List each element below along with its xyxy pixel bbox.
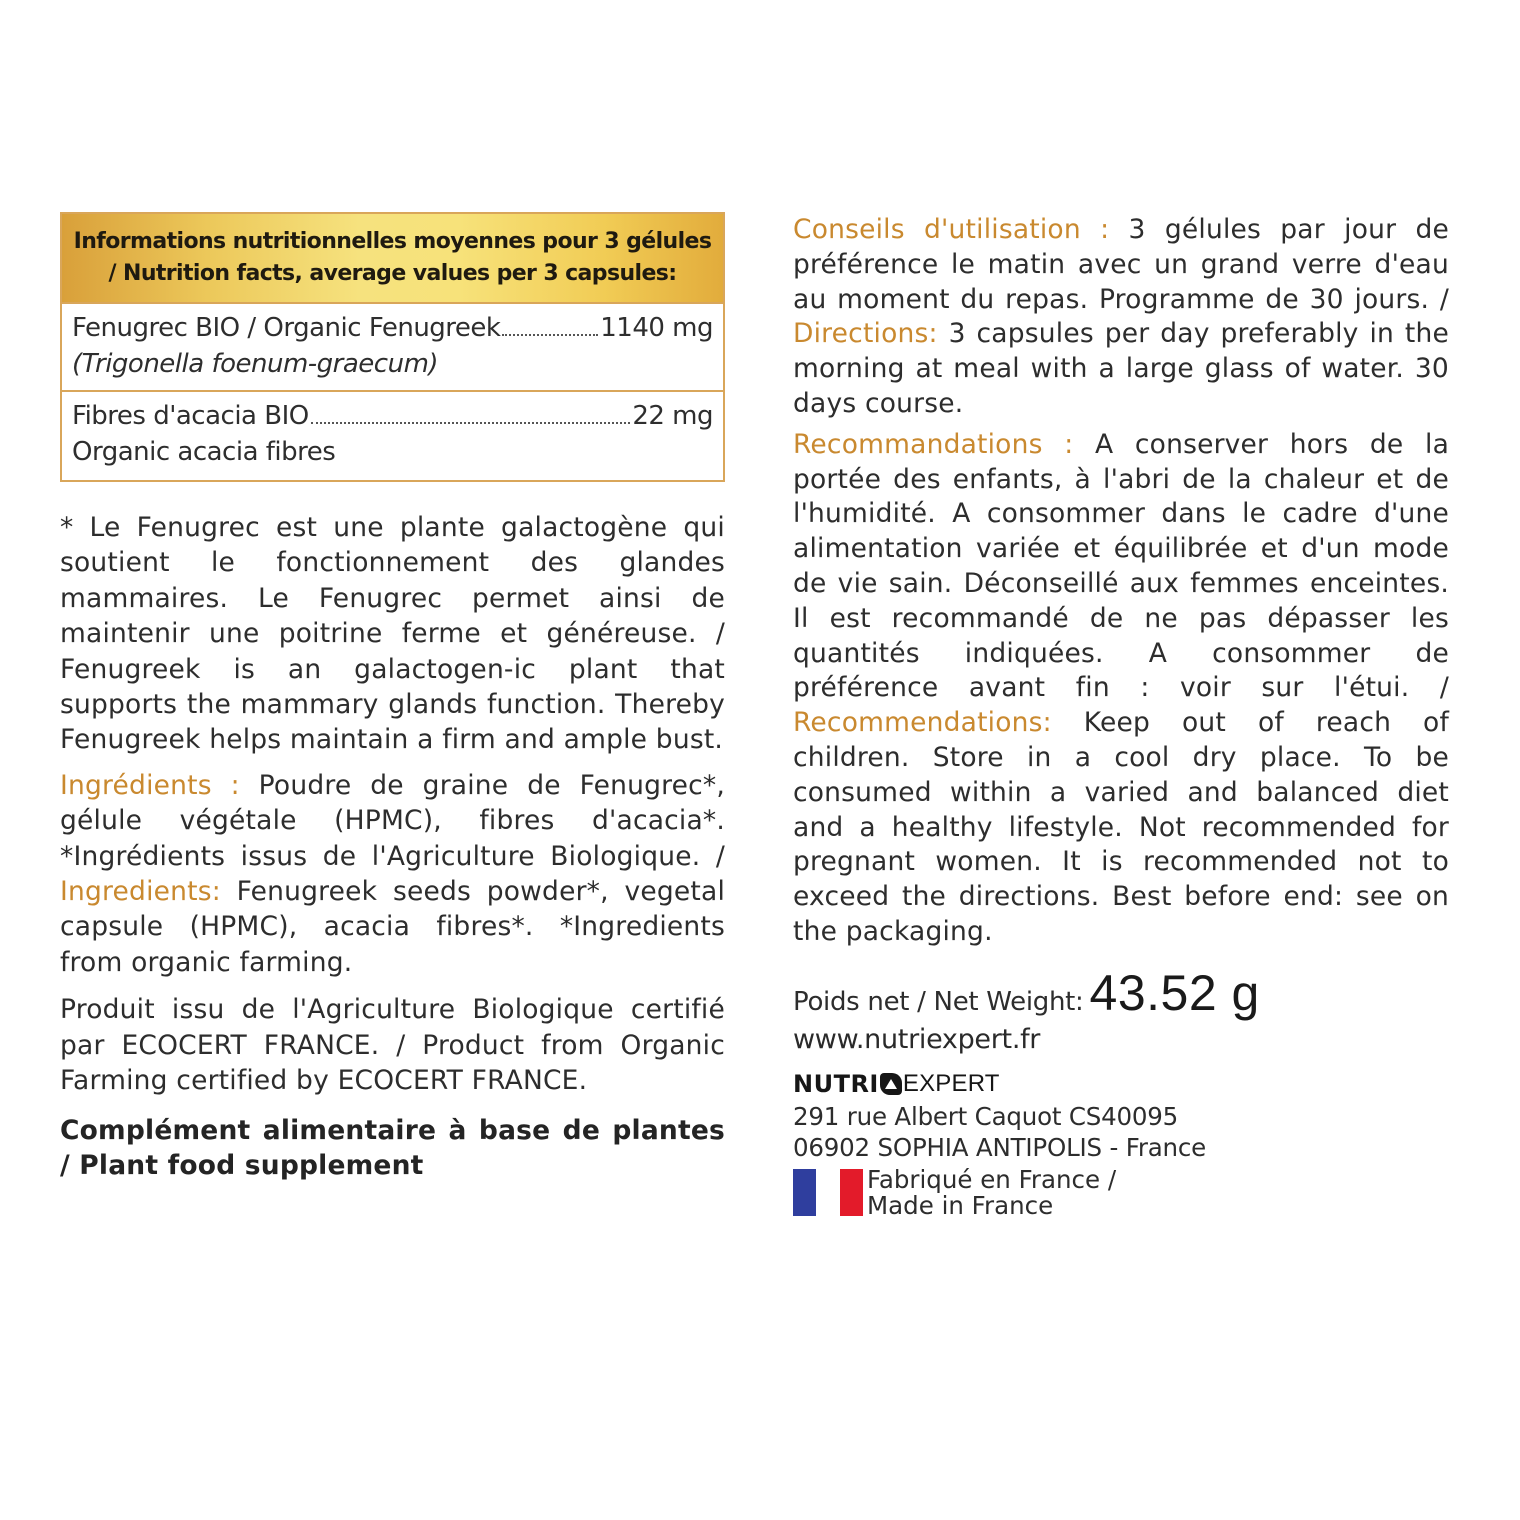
ingredients-paragraph xyxy=(60,768,725,980)
left-column xyxy=(60,212,725,1183)
usage-text-fr: 3 gélules par jour de préférence le matin avec un grand verre d'eau au moment du repas. Programme de 30 jours. / xyxy=(793,214,1449,315)
directions-label: Directions: xyxy=(793,318,938,350)
organic-certification: Produit issu de l'Agriculture Biologique certifié par ECOCERT FRANCE. / Product from Organic Farming certified by ECOCERT FRANCE. xyxy=(60,994,725,1097)
dot-leader xyxy=(311,422,631,424)
ingredient-latin-name: (Trigonella foenum-graecum) xyxy=(72,349,439,379)
website-link[interactable]: www.nutriexpert.fr xyxy=(793,1023,1041,1055)
ingredients-label-en: Ingredients: xyxy=(60,876,221,908)
made-in-france-fr: Fabriqué en France / xyxy=(867,1164,1117,1194)
brand-logo xyxy=(793,1069,1449,1099)
nutrition-header-fr: Informations nutritionnelles moyennes pour 3 gélules xyxy=(73,229,712,254)
recommendations-label-fr: Recommandations : xyxy=(793,428,1074,460)
drop-triangle-icon xyxy=(880,1073,902,1095)
net-weight-value: 43.52 g xyxy=(1089,964,1260,1021)
recommendations-label-en: Recommendations: xyxy=(793,707,1052,739)
ingredient-english-name: Organic acacia fibres xyxy=(72,437,336,467)
usage-paragraph xyxy=(793,213,1449,422)
recommendations-text-en: Keep out of reach of children. Store in a cool dry place. To be consumed within a varied and balanced diet and a healthy lifestyle. Not recommended for pregnant women. It is recommended not to exceed the directions. Best before end: see on the packaging. xyxy=(793,707,1450,947)
address-line-1: 291 rue Albert Caquot CS40095 xyxy=(793,1101,1179,1131)
nutrition-facts-table xyxy=(60,212,725,482)
made-in-france xyxy=(793,1164,1449,1220)
directions-text-en: 3 capsules per day preferably in the morning at meal with a large glass of water. 30 days course. xyxy=(793,318,1449,419)
ingredient-name: Fenugrec BIO / Organic Fenugreek xyxy=(72,313,501,343)
net-weight-label: Poids net / Net Weight: xyxy=(793,986,1084,1017)
recommendations-paragraph xyxy=(793,428,1449,950)
address-line-2: 06902 SOPHIA ANTIPOLIS - France xyxy=(793,1132,1206,1162)
nutrition-header-en: / Nutrition facts, average values per 3 capsules: xyxy=(108,261,677,286)
claim-text: * Le Fenugrec est une plante galactogène qui soutient le fonctionnement des glandes mammaires. Le Fenugrec permet ainsi de maintenir une poitrine ferme et généreuse. / Fenugreek is an galactogen-ic plant that supports the mammary glands function. Thereby Fenugreek helps maintain a firm and ample bust. xyxy=(60,512,725,756)
ingredients-text-en: Fenugreek seeds powder*, vegetal capsule (HPMC), acacia fibres*. *Ingredients from organic farming. xyxy=(60,876,726,978)
dot-leader xyxy=(502,334,598,336)
ingredient-name: Fibres d'acacia BIO xyxy=(72,401,309,431)
supplement-statement: Complément alimentaire à base de plantes / Plant food supplement xyxy=(60,1114,725,1181)
ingredients-text-fr: Poudre de graine de Fenugrec*, gélule végétale (HPMC), fibres d'acacia*. *Ingrédients issus de l'Agriculture Biologique. / xyxy=(60,769,725,872)
net-weight xyxy=(793,964,1449,1022)
recommendations-text-fr: A conserver hors de la portée des enfants, à l'abri de la chaleur et de l'humidité. A consommer dans le cadre d'une alimentation variée et équilibrée et d'un mode de vie sain. Déconseillé aux femmes enceintes. Il est recommandé de ne pas dépasser les quantités indiquées. A consommer de préférence avant fin : voir sur l'étui. / xyxy=(793,428,1450,704)
made-in-france-en: Made in France xyxy=(867,1190,1054,1220)
nutrition-row-acacia xyxy=(62,390,723,480)
usage-label: Conseils d'utilisation : xyxy=(793,214,1110,245)
ingredient-amount: 1140 mg xyxy=(600,313,713,343)
brand-name-left: NUTRI xyxy=(793,1069,879,1098)
brand-name-right: EXPERT xyxy=(902,1069,1000,1097)
french-flag-icon xyxy=(793,1169,863,1216)
nutrition-header xyxy=(62,214,723,304)
ingredient-amount: 22 mg xyxy=(632,401,713,431)
company-address xyxy=(793,1101,1449,1163)
ingredients-label-fr: Ingrédients : xyxy=(60,769,240,801)
right-column xyxy=(793,213,1449,1219)
nutrition-row-fenugreek xyxy=(62,304,723,390)
